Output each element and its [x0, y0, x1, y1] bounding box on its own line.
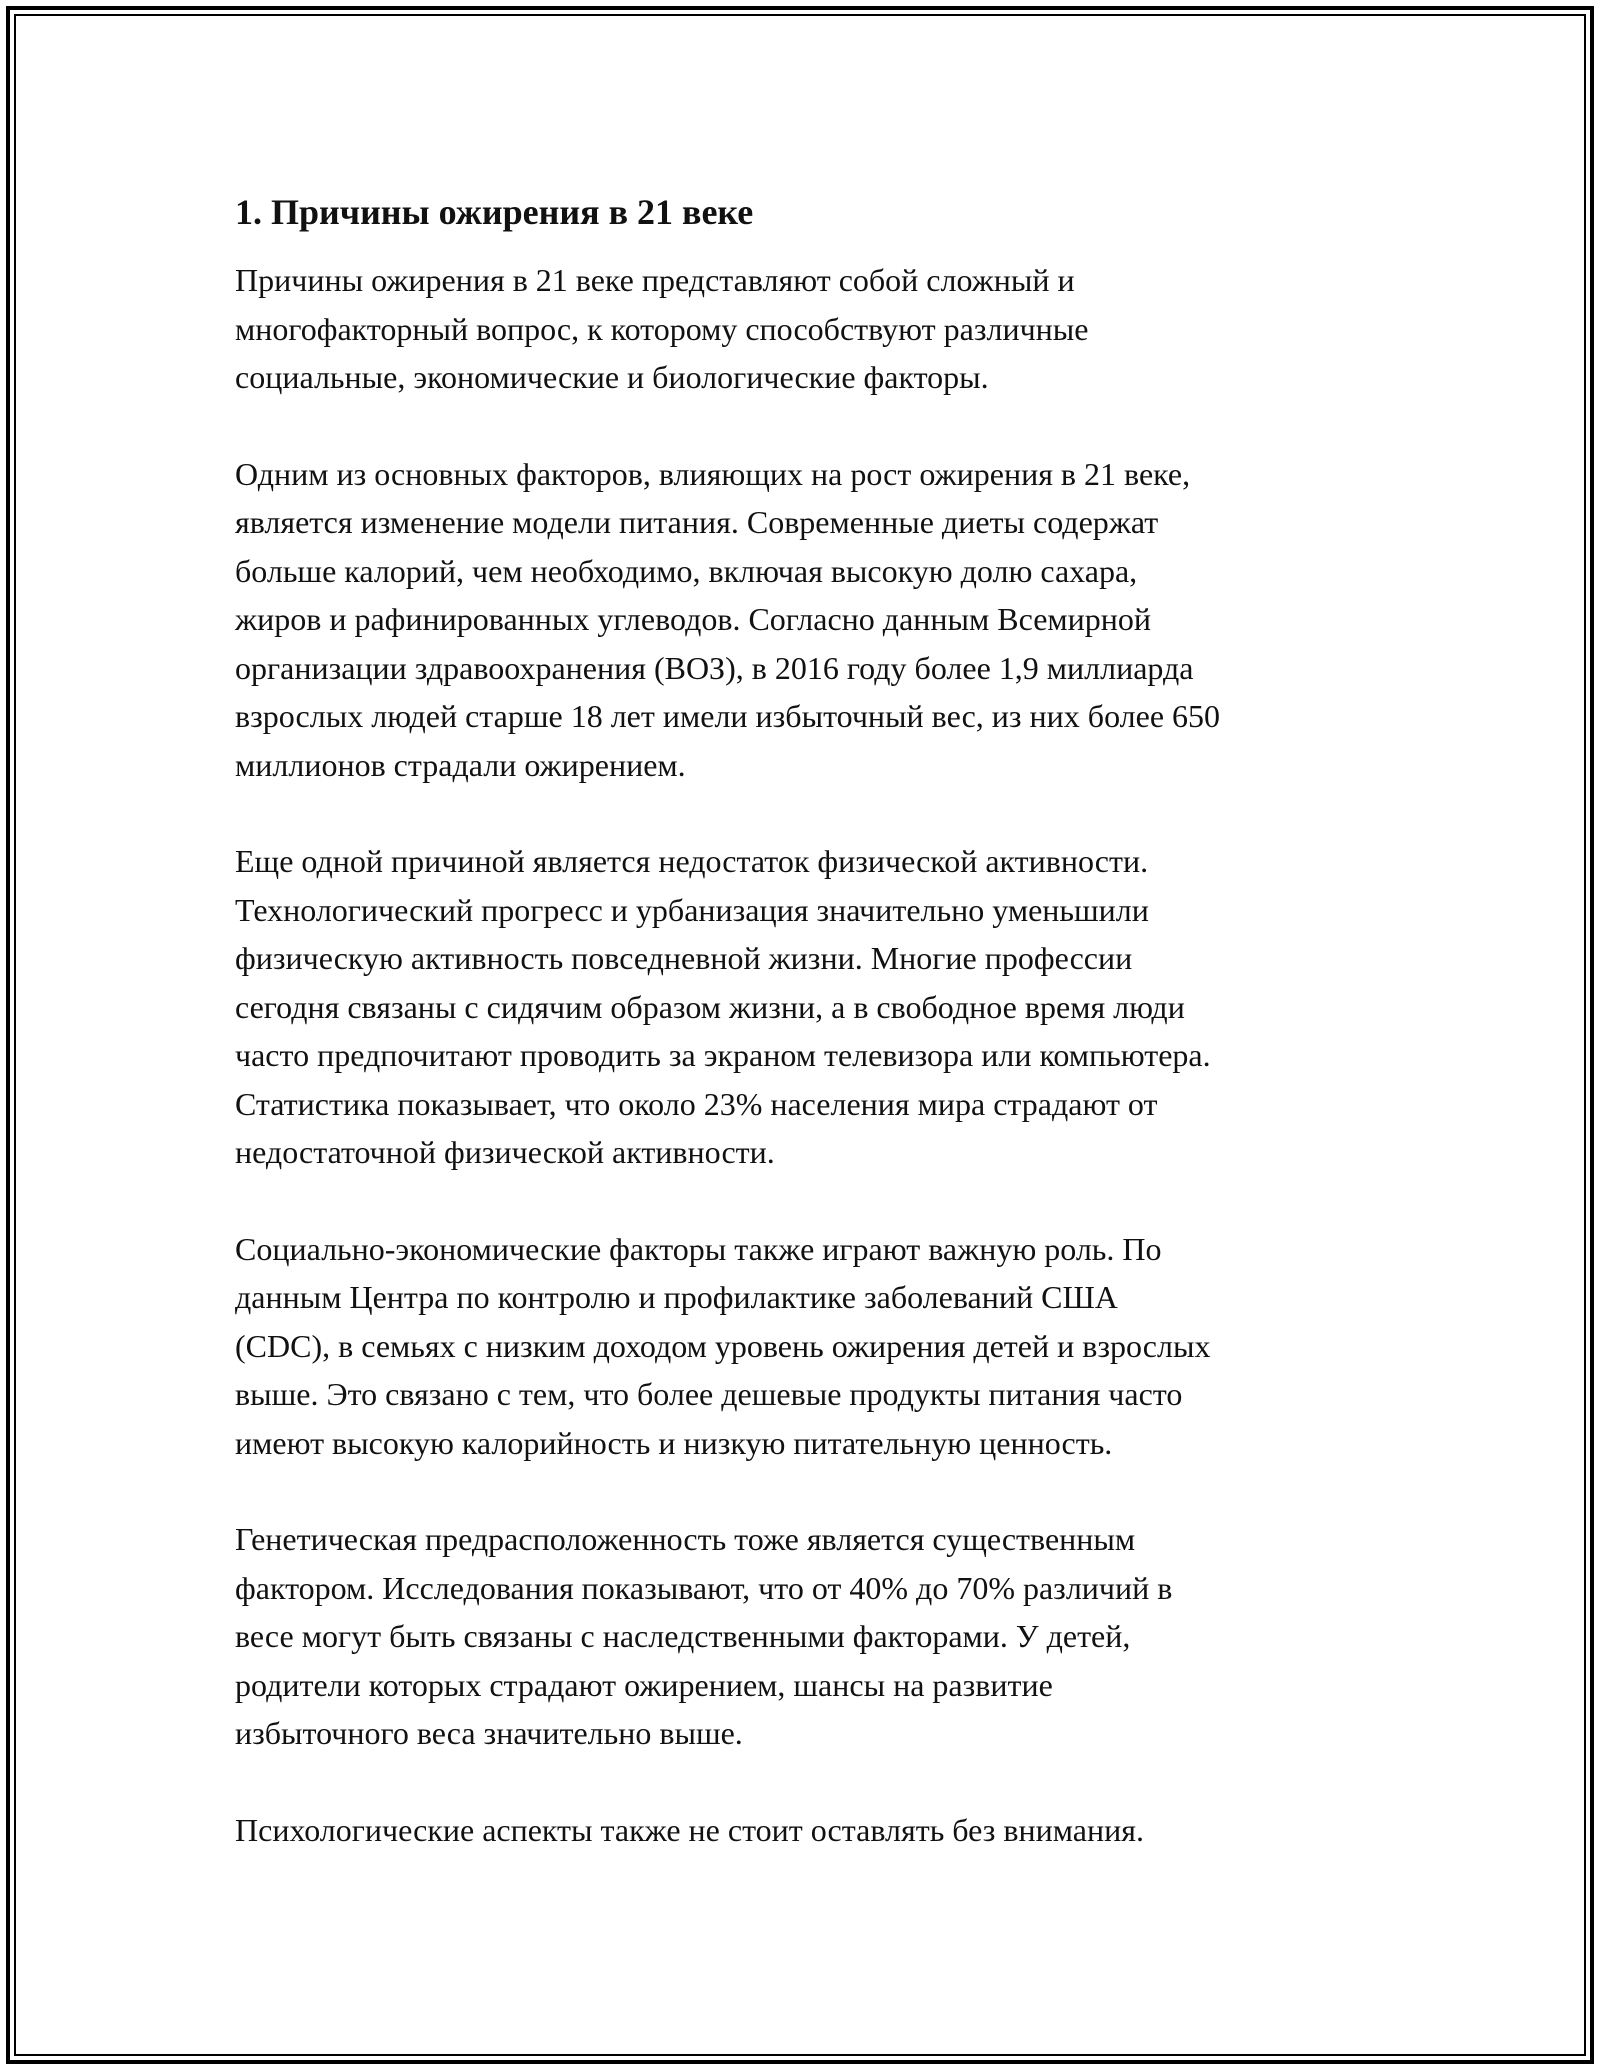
paragraph-line: избыточного веса значительно выше. [235, 1715, 743, 1751]
paragraph-line: весе могут быть связаны с наследственными факторами. У детей, [235, 1618, 1131, 1654]
body-paragraph [235, 256, 1385, 402]
section-heading: 1. Причины ожирения в 21 веке [235, 192, 754, 232]
paragraph-line: (CDC), в семьях с низким доходом уровень ожирения детей и взрослых [235, 1327, 1211, 1364]
paragraph-line: Технологический прогресс и урбанизация значительно уменьшили [235, 891, 1149, 928]
paragraph-line: миллионов страдали ожирением. [235, 746, 686, 783]
paragraph-line: фактором. Исследования показывают, что от 40% до 70% различий в [235, 1569, 1173, 1606]
body-paragraph [235, 837, 1385, 1177]
paragraph-line: Еще одной причиной является недостаток физической активности. [235, 843, 1149, 879]
paragraph-line: сегодня связаны с сидячим образом жизни, а в свободное время люди [235, 988, 1185, 1025]
paragraph-line: социальные, экономические и биологические факторы. [235, 359, 989, 395]
paragraph-line: взрослых людей старше 18 лет имели избыточный вес, из них более 650 [235, 698, 1221, 734]
paragraph-line: многофакторный вопрос, к которому способствуют различные [235, 310, 1089, 347]
paragraph-line: Психологические аспекты также не стоит оставлять без внимания. [235, 1811, 1144, 1848]
paragraph-line: Статистика показывает, что около 23% населения мира страдают от [235, 1085, 1158, 1122]
paragraph-line: имеют высокую калорийность и низкую питательную ценность. [235, 1424, 1113, 1461]
paragraph-line: недостаточной физической активности. [235, 1134, 775, 1170]
paragraph-line: больше калорий, чем необходимо, включая высокую долю сахара, [235, 552, 1138, 589]
paragraph-line: жиров и рафинированных углеводов. Согласно данным Всемирной [235, 601, 1152, 637]
body-paragraph [235, 1515, 1385, 1758]
paragraph-line: Причины ожирения в 21 веке представляют собой сложный и [235, 262, 1075, 298]
paragraph-line: данным Центра по контролю и профилактике заболеваний США [235, 1279, 1118, 1315]
paragraph-line: родители которых страдают ожирением, шансы на развитие [235, 1666, 1053, 1703]
paragraph-line: физическую активность повседневной жизни. Многие профессии [235, 940, 1133, 976]
paragraph-line: является изменение модели питания. Современные диеты содержат [235, 504, 1159, 540]
paragraph-line: часто предпочитают проводить за экраном телевизора или компьютера. [235, 1037, 1211, 1073]
document-body [235, 188, 1385, 1902]
paragraph-line: Генетическая предрасположенность тоже является существенным [235, 1521, 1136, 1557]
paragraph-line: выше. Это связано с тем, что более дешевые продукты питания часто [235, 1376, 1183, 1412]
paragraph-line: Одним из основных факторов, влияющих на рост ожирения в 21 веке, [235, 455, 1191, 492]
paragraph-list [235, 256, 1385, 1854]
body-paragraph [235, 1806, 1385, 1855]
paragraph-line: Социально-экономические факторы также играют важную роль. По [235, 1230, 1162, 1267]
body-paragraph [235, 450, 1385, 790]
paragraph-line: организации здравоохранения (ВОЗ), в 2016 году более 1,9 миллиарда [235, 649, 1194, 686]
body-paragraph [235, 1225, 1385, 1468]
